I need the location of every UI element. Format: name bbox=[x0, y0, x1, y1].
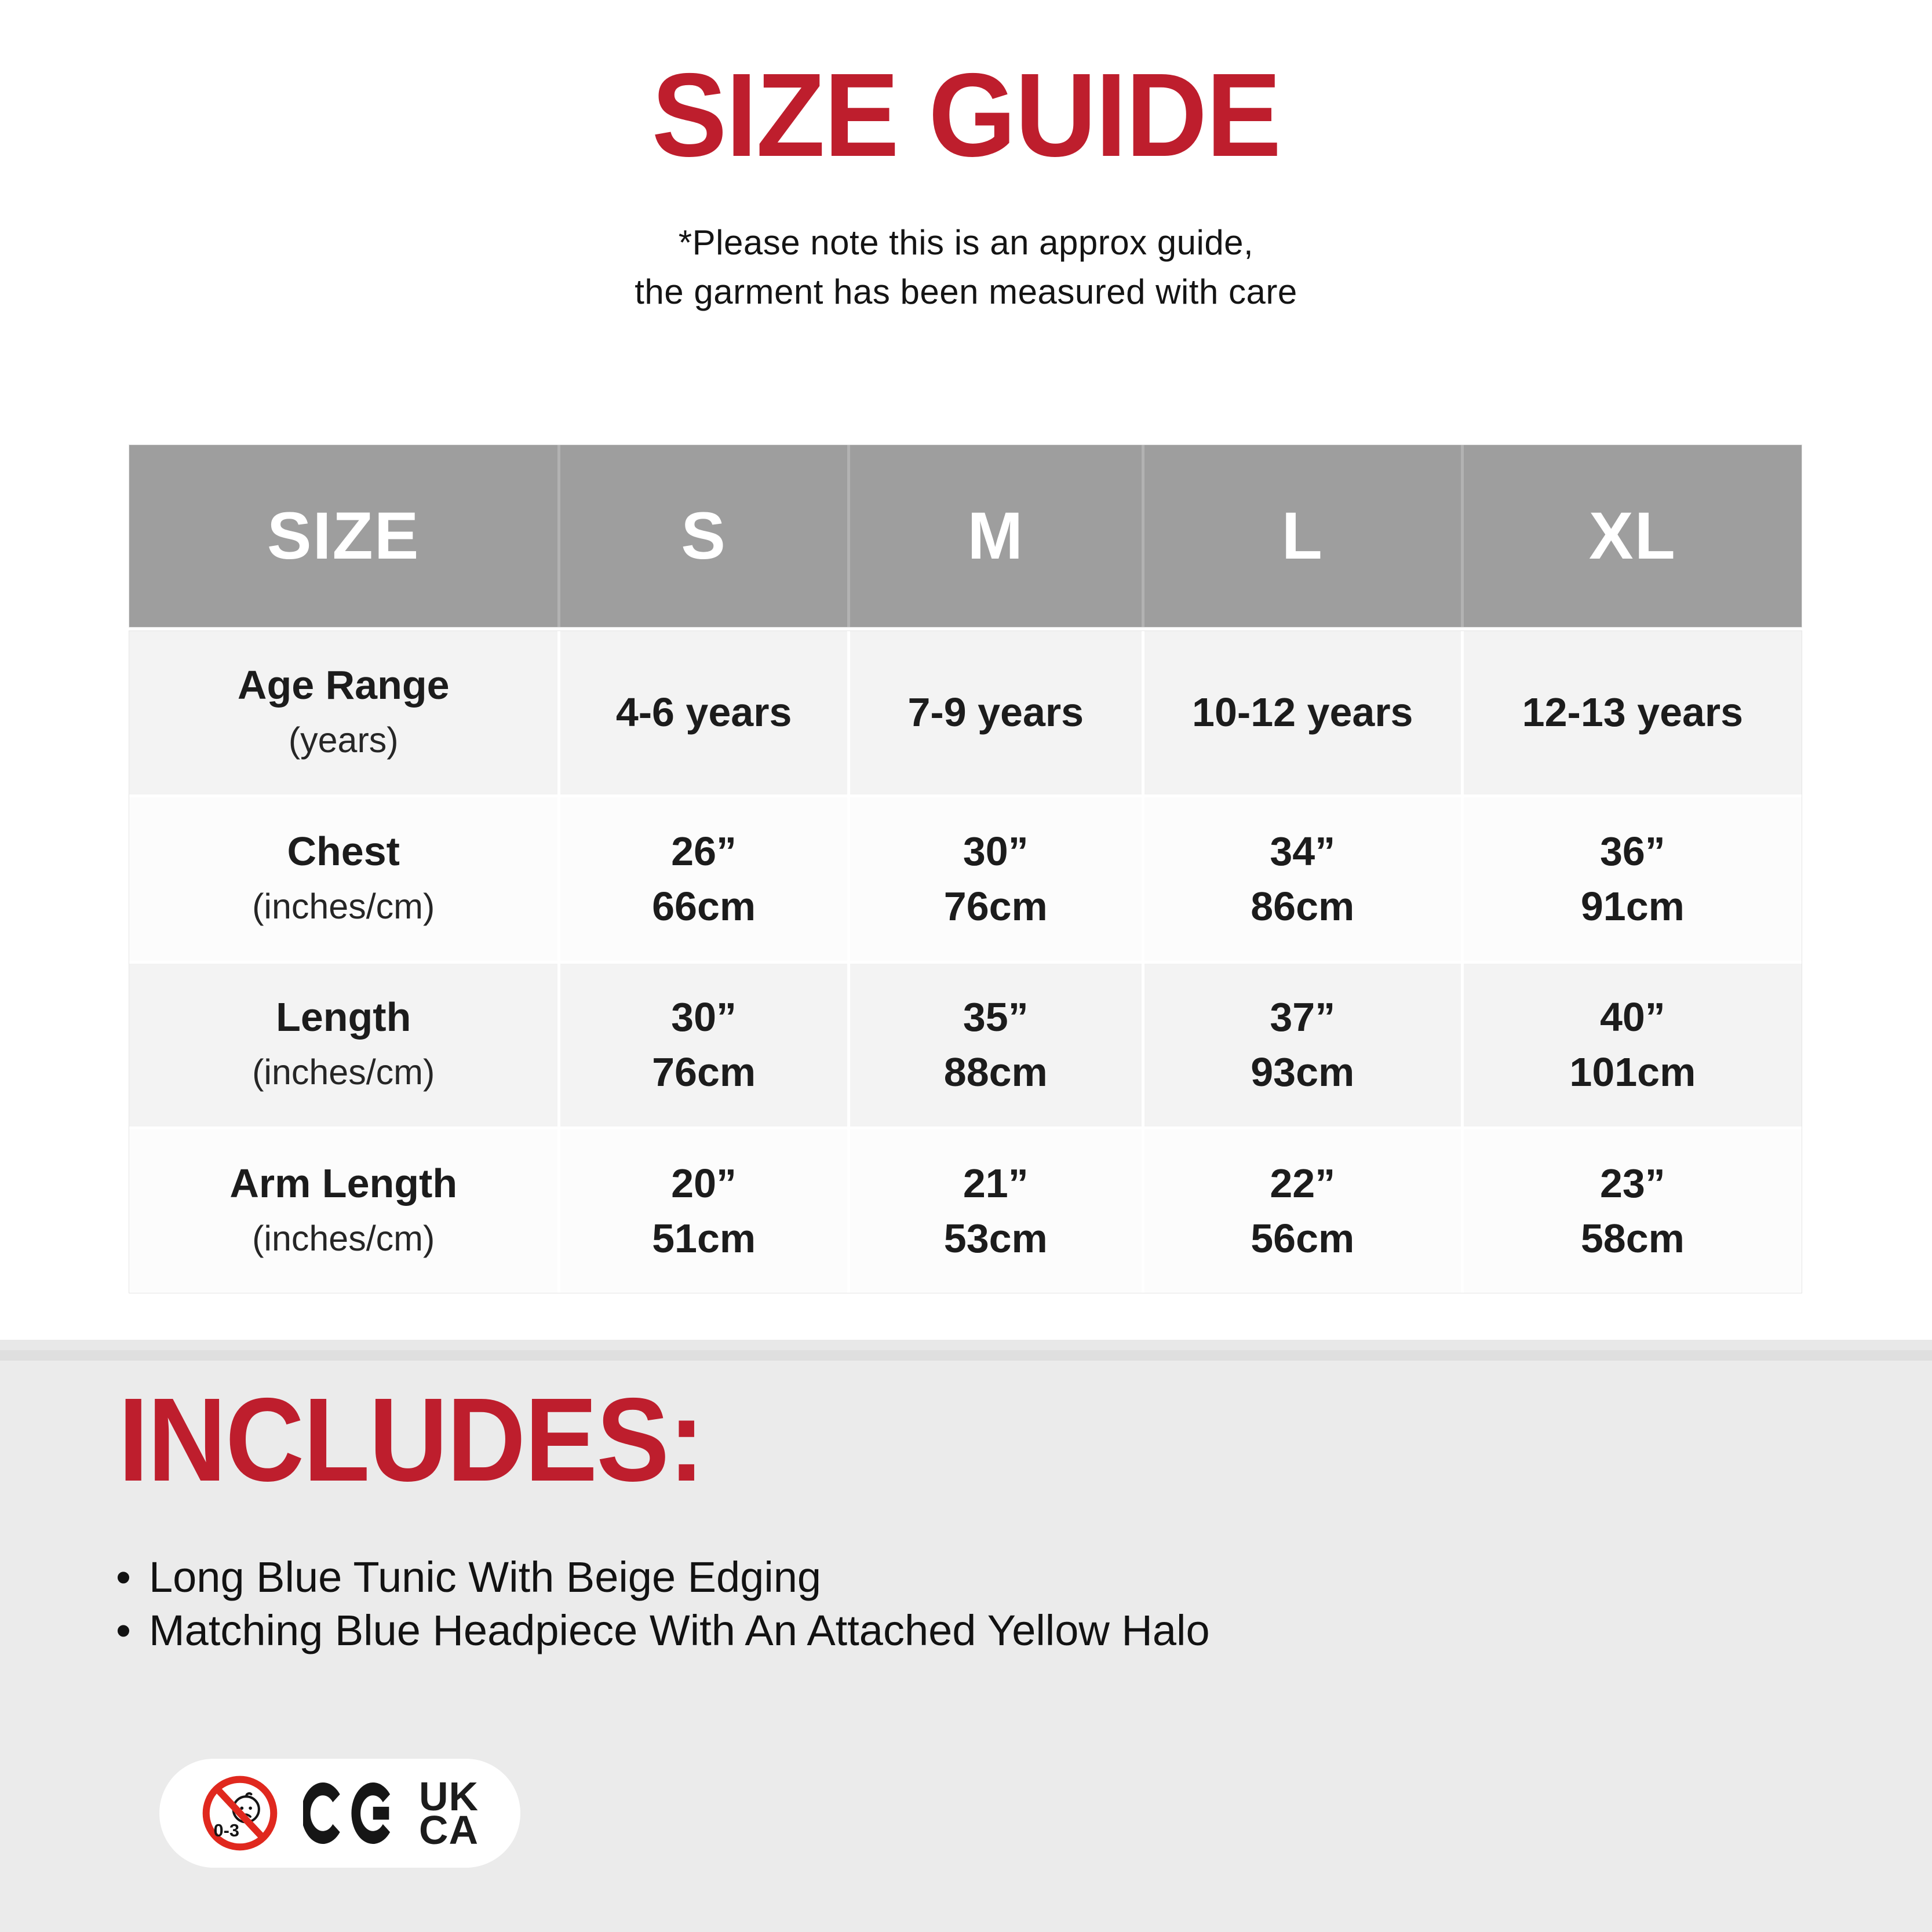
page-note-line1: *Please note this is an approx guide, bbox=[678, 223, 1254, 262]
ukca-mark-icon bbox=[418, 1774, 479, 1853]
size-table-header-xl: XL bbox=[1464, 445, 1802, 627]
bullet-icon bbox=[116, 1604, 149, 1657]
row-label-chest: Chest (inches/cm) bbox=[129, 797, 557, 961]
bullet-icon bbox=[116, 1551, 149, 1604]
page-note bbox=[0, 218, 1932, 316]
ce-mark-icon bbox=[303, 1782, 395, 1844]
list-item bbox=[116, 1604, 1210, 1657]
includes-heading: INCLUDES: bbox=[118, 1373, 704, 1506]
cell-length-m: 35” 88cm bbox=[850, 964, 1142, 1127]
cell-age-l: 10-12 years bbox=[1144, 631, 1461, 794]
cell-arm-m: 21” 53cm bbox=[850, 1129, 1142, 1293]
cell-length-xl: 40” 101cm bbox=[1464, 964, 1802, 1127]
cell-arm-l: 22” 56cm bbox=[1144, 1129, 1461, 1293]
size-table-header-row bbox=[129, 444, 1802, 628]
size-table bbox=[129, 444, 1802, 1291]
list-item bbox=[116, 1551, 1210, 1604]
ukca-line1: UK bbox=[418, 1774, 479, 1819]
cell-chest-m: 30” 76cm bbox=[850, 797, 1142, 961]
certification-pill bbox=[159, 1759, 520, 1868]
row-label-arm-length: Arm Length (inches/cm) bbox=[129, 1129, 557, 1293]
page-title: SIZE GUIDE bbox=[651, 49, 1281, 181]
cell-age-xl: 12-13 years bbox=[1464, 631, 1802, 794]
cell-age-s: 4-6 years bbox=[560, 631, 847, 794]
ukca-line2: CA bbox=[418, 1807, 479, 1853]
cell-age-m: 7-9 years bbox=[850, 631, 1142, 794]
cell-chest-l: 34” 86cm bbox=[1144, 797, 1461, 961]
cell-arm-s: 20” 51cm bbox=[560, 1129, 847, 1293]
cell-length-s: 30” 76cm bbox=[560, 964, 847, 1127]
cell-length-l: 37” 93cm bbox=[1144, 964, 1461, 1127]
list-item-text: Long Blue Tunic With Beige Edging bbox=[149, 1553, 822, 1601]
size-table-header-s: S bbox=[560, 445, 847, 627]
size-table-header-l: L bbox=[1144, 445, 1461, 627]
cell-chest-xl: 36” 91cm bbox=[1464, 797, 1802, 961]
cell-arm-xl: 23” 58cm bbox=[1464, 1129, 1802, 1293]
includes-list bbox=[116, 1551, 1210, 1657]
svg-text:0-3: 0-3 bbox=[213, 1820, 239, 1841]
size-table-header-size: SIZE bbox=[129, 445, 557, 627]
cell-chest-s: 26” 66cm bbox=[560, 797, 847, 961]
row-label-age-range: Age Range (years) bbox=[129, 631, 557, 794]
row-label-length: Length (inches/cm) bbox=[129, 964, 557, 1127]
page-note-line2: the garment has been measured with care bbox=[635, 272, 1297, 311]
age-warning-icon bbox=[201, 1774, 279, 1852]
list-item-text: Matching Blue Headpiece With An Attached Yellow Halo bbox=[149, 1606, 1210, 1654]
size-table-body bbox=[129, 630, 1802, 1293]
size-table-header-m: M bbox=[850, 445, 1142, 627]
